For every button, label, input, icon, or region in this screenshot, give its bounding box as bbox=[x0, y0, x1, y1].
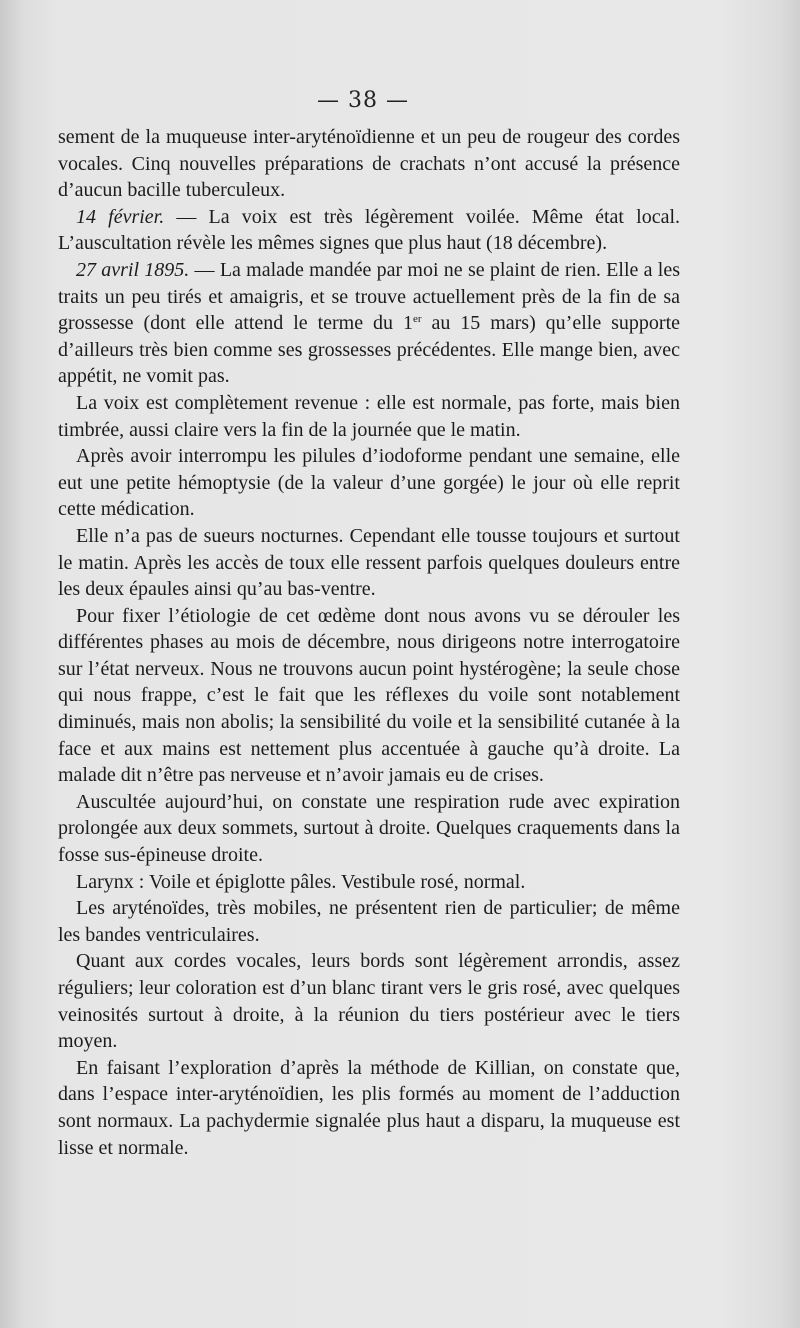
paragraph-text: Pour fixer l’étiologie de cet œdème dont nous avons vu se dérouler les différentes phases au mois de décembre, nous dirigeons notre interrogatoire sur l’état nerveux. Nous ne trouvons aucun point hystérogène; la seule chose qui nous frappe, c’est le fait que les réflexes du voile sont notablement diminués, mais non abolis; la sensibilité du voile et la sensibilité cutanée à la face et aux mains est nettement plus accentuée à gauche qu’à droite. La malade dit n’être pas nerveuse et n’avoir jamais eu de crises. bbox=[58, 604, 680, 787]
paragraph-text: — La voix est très légèrement voilée. Même état local. L’auscultation révèle les mêmes signes que plus haut (18 décembre). bbox=[58, 205, 681, 255]
paragraph-text: Auscultée aujourd’hui, on constate une respiration rude avec expiration prolongée aux deux sommets, surtout à droite. Quelques craquements dans la fosse sus-épineuse droite. bbox=[58, 790, 680, 867]
paragraph-text: Elle n’a pas de sueurs nocturnes. Cependant elle tousse toujours et surtout le matin. Après les accès de toux elle ressent parfois quelques douleurs entre les deux épaules ainsi qu’au bas-ventre. bbox=[58, 524, 680, 601]
ordinal-number: 1 bbox=[402, 312, 413, 335]
paragraph bbox=[58, 523, 680, 603]
ordinal-suffix: er bbox=[412, 313, 422, 326]
paragraph bbox=[58, 603, 680, 789]
paragraph bbox=[58, 948, 680, 1054]
paragraph bbox=[58, 443, 680, 523]
entry-date: 14 février. bbox=[76, 205, 165, 228]
paragraph-dated-entry bbox=[58, 257, 680, 390]
paragraph bbox=[58, 869, 680, 896]
paragraph-text: La voix est complètement revenue : elle est normale, pas forte, mais bien timbrée, aussi claire vers la fin de la journée que le matin. bbox=[58, 391, 680, 441]
paragraph-text: — La malade mandée par moi ne se plaint de rien. Elle a les traits un peu tirés et amaigris, et se trouve actuellement près de la fin de sa grossesse (dont elle attend le terme du bbox=[58, 258, 680, 335]
paragraph-text: Quant aux cordes vocales, leurs bords sont légèrement arrondis, assez réguliers; leur coloration est d’un blanc tirant vers le gris rosé, avec quelques veinosités surtout à droite, à la réunion du tiers postérieur avec le tiers moyen. bbox=[58, 950, 680, 1053]
paragraph-text: Les aryténoïdes, très mobiles, ne présentent rien de particulier; de même les bandes ventriculaires. bbox=[58, 897, 680, 946]
entry-date: 27 avril 1895. bbox=[76, 258, 190, 281]
paragraph-text: Après avoir interrompu les pilules d’iodoforme pendant une semaine, elle eut une petite hémoptysie (de la valeur d’une gorgée) le jour où elle reprit cette médication. bbox=[58, 445, 680, 521]
paragraph-dated-entry bbox=[58, 204, 680, 257]
body-text bbox=[58, 124, 680, 1161]
paragraph-text: En faisant l’exploration d’après la méthode de Killian, on constate que, dans l’espace inter-aryténoïdien, les plis formés au moment de l’adduction sont normaux. La pachydermie signalée plus haut a disparu, la muqueuse est lisse et normale. bbox=[58, 1056, 680, 1159]
paragraph bbox=[58, 124, 680, 204]
paragraph bbox=[58, 895, 680, 948]
paragraph-text: Larynx : Voile et épiglotte pâles. Vestibule rosé, normal. bbox=[76, 870, 526, 893]
paragraph-text: sement de la muqueuse inter-aryténoïdienne et un peu de rougeur des cordes vocales. Cinq nouvelles préparations de crachats n’ont accusé la présence d’aucun bacille tuberculeux. bbox=[58, 126, 680, 202]
paragraph bbox=[58, 390, 680, 443]
page-number: — 38 — bbox=[317, 88, 409, 113]
paragraph-text: au 15 mars) qu’elle supporte d’ailleurs très bien comme ses grossesses précédentes. Elle mange bien, avec appétit, ne vomit pas. bbox=[58, 312, 680, 388]
paragraph bbox=[58, 789, 680, 869]
paragraph bbox=[58, 1055, 680, 1161]
